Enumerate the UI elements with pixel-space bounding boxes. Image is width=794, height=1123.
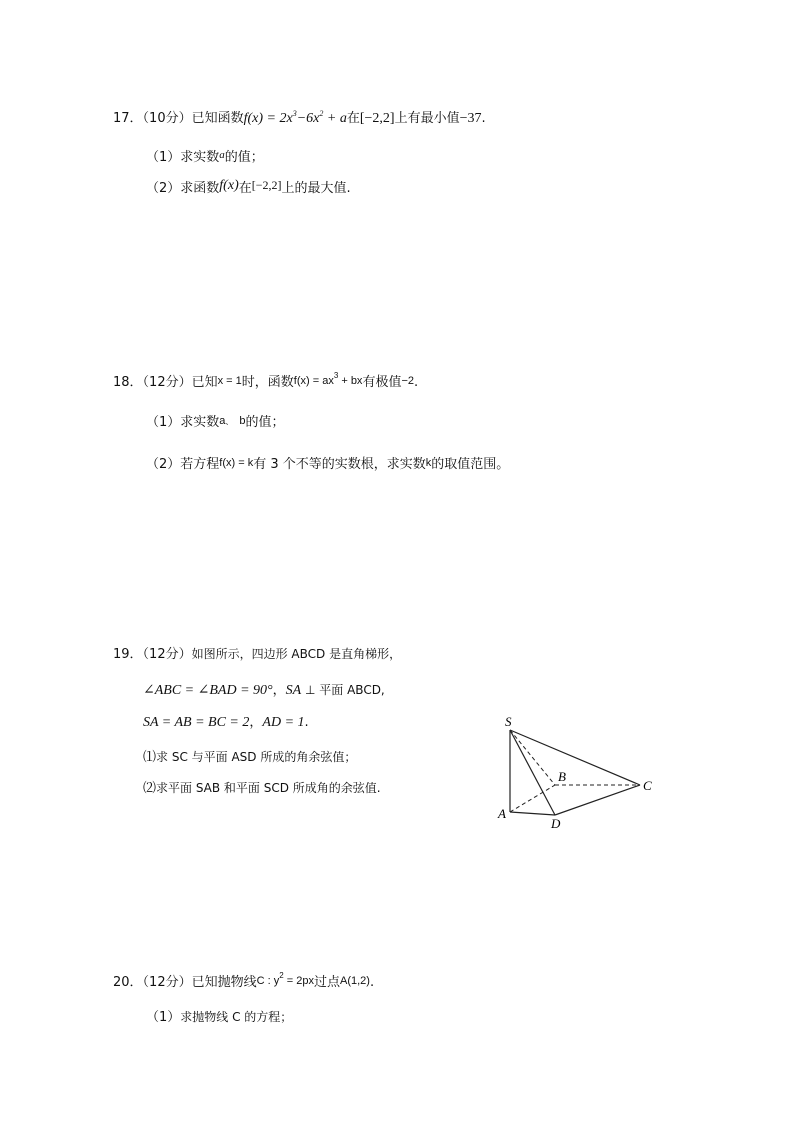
- q18-part-1: [146, 412, 285, 432]
- q17-part-1-no: （1）: [146, 150, 181, 165]
- q19-stem: [113, 645, 401, 664]
- q19-comma-1: ，: [272, 683, 286, 698]
- q18-part-1-sep: 、: [225, 417, 234, 426]
- q18-part-2-no: （2）: [146, 457, 181, 472]
- edge-ab: [510, 785, 555, 812]
- q19-part-2-no: ⑵: [143, 781, 157, 796]
- q20-text-a: 已知抛物线: [191, 975, 257, 990]
- q20-equation: C : $y^2 = 2px$: [256, 971, 314, 987]
- q19-line-2: [143, 681, 385, 700]
- q17-part-1-var: a: [219, 149, 225, 161]
- q17-text-b: 在: [346, 111, 360, 126]
- q20-number: 20．: [113, 975, 143, 990]
- q18-end: .: [414, 375, 419, 390]
- edge-sc: [510, 730, 640, 785]
- q17-part-2: [146, 176, 351, 198]
- q17-part-2-no: （2）: [146, 181, 181, 196]
- q17-interval: [−2,2]: [359, 111, 395, 126]
- q18-number: 18．: [113, 375, 143, 390]
- q19-text: 如图所示，四边形 ABCD 是直角梯形，: [191, 647, 402, 661]
- q19-ad: AD = 1: [262, 715, 305, 730]
- q17-number: 17．: [113, 111, 143, 126]
- label-b: B: [558, 769, 566, 784]
- q20-point: A(1,2): [339, 975, 370, 987]
- q17-text-c: 上有最小值: [394, 111, 460, 126]
- q20-part-1: [146, 1008, 292, 1027]
- q17-part-2-text-b: 在: [238, 181, 252, 196]
- q18-part-2-text-a: 若方程: [180, 457, 220, 472]
- q20-part-1-text: 求抛物线 C 的方程；: [180, 1010, 293, 1024]
- q17-text-a: 已知函数: [191, 111, 244, 126]
- q20-score: （12分）: [142, 975, 192, 990]
- label-s: S: [505, 714, 512, 729]
- q19-perp-text: ⊥ 平面 ABCD,: [301, 683, 385, 697]
- q18-part-1-text-b: 的值；: [245, 415, 285, 430]
- edge-dc: [555, 785, 640, 815]
- q18-condition: x = 1: [217, 375, 242, 387]
- q19-part-2: [143, 779, 381, 798]
- edge-sd: [510, 730, 555, 815]
- label-c: C: [643, 778, 652, 793]
- q19-end: .: [304, 715, 309, 730]
- q19-part-1-text: 求 SC 与平面 ASD 所成的角余弦值；: [156, 750, 357, 764]
- q19-part-2-text: 求平面 SAB 和平面 SCD 所成角的余弦值.: [156, 781, 381, 795]
- q17-end: .: [481, 111, 486, 126]
- q18-part-2: [146, 454, 509, 474]
- q17-function: $f(x) = 2x^3-6x^2 + a$: [243, 109, 347, 126]
- q18-part-1-var-a: a: [219, 415, 226, 427]
- q20-end: .: [369, 975, 375, 990]
- q19-sa: SA: [285, 683, 302, 698]
- q17-stem: [113, 110, 486, 128]
- q17-part-2-text-a: 求函数: [180, 181, 220, 196]
- q18-extreme-value: −2: [401, 375, 414, 387]
- q17-part-1-text-b: 的值；: [224, 150, 264, 165]
- q19-length-condition: SA = AB = BC = 2: [143, 715, 250, 730]
- q18-function: $f(x) = ax^3$ + bx: [293, 371, 363, 387]
- q18-text-b: 时，函数: [241, 375, 294, 390]
- pyramid-figure: [495, 712, 675, 842]
- q17-part-1-text-a: 求实数: [180, 150, 220, 165]
- edge-ad: [510, 812, 555, 815]
- q19-part-1-no: ⑴: [143, 750, 157, 765]
- q19-line-3: [143, 714, 309, 732]
- q18-text-c: 有极值: [362, 375, 402, 390]
- q18-stem: [113, 372, 418, 392]
- q20-text-b: 过点: [313, 975, 340, 990]
- q17-min-value: −37: [459, 111, 482, 126]
- q18-part-1-no: （1）: [146, 415, 181, 430]
- q18-text-a: 已知: [191, 375, 218, 390]
- q20-stem: [113, 972, 374, 992]
- q17-part-1: [146, 146, 264, 167]
- q19-score: （12分）: [142, 647, 192, 662]
- q17-part-2-var: f(x): [219, 178, 239, 193]
- q17-part-2-text-c: 上的最大值.: [281, 181, 351, 196]
- q17-part-2-interval: [−2,2]: [251, 178, 282, 192]
- q18-part-2-text-b: 有 3 个不等的实数根，求实数: [253, 457, 426, 472]
- q18-part-1-text-a: 求实数: [180, 415, 220, 430]
- q18-part-1-var-b: b: [239, 415, 246, 427]
- label-d: D: [551, 816, 561, 831]
- q19-part-1: [143, 748, 356, 767]
- q18-part-2-var: k: [425, 457, 432, 469]
- q18-score: （12分）: [142, 375, 192, 390]
- edge-sb: [510, 730, 555, 785]
- q19-number: 19．: [113, 647, 143, 662]
- q18-part-2-text-c: 的取值范围。: [431, 457, 510, 472]
- q20-part-1-no: （1）: [146, 1010, 181, 1025]
- label-a: A: [498, 806, 506, 821]
- q19-comma-2: ，: [249, 715, 263, 730]
- q19-angle-condition: ∠ABC = ∠BAD = 90°: [143, 683, 273, 698]
- q17-score: （10分）: [142, 111, 192, 126]
- q18-part-2-equation: f(x) = k: [219, 457, 254, 469]
